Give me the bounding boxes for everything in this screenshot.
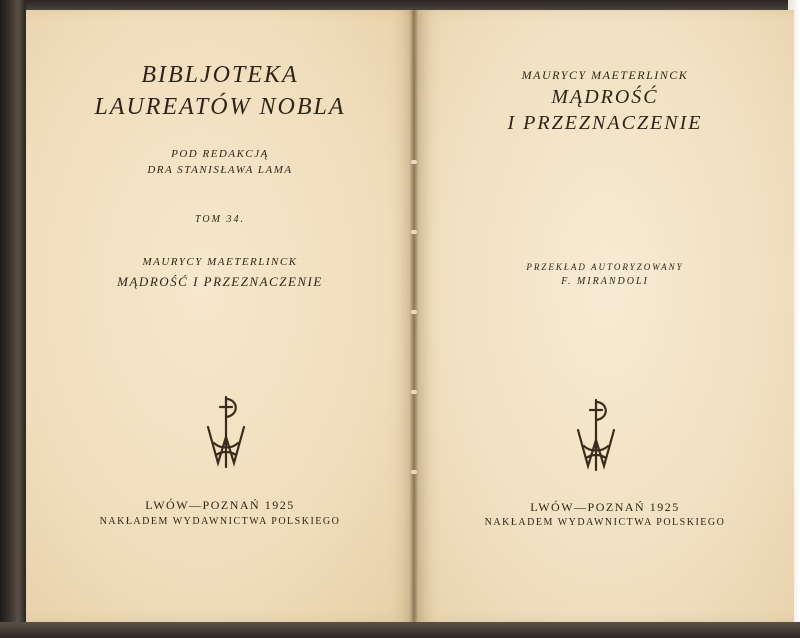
right-author: MAURYCY MAETERLINCK (521, 68, 689, 82)
right-imprint-publisher: NAKŁADEM WYDAWNICTWA POLSKIEGO (484, 517, 726, 528)
translator-name: F. MIRANDOLI (561, 276, 649, 287)
cover-bottom-edge (0, 622, 800, 638)
binding-stitch (411, 390, 417, 394)
cover-top-edge (0, 0, 800, 10)
right-title-line1: MĄDROŚĆ (551, 86, 659, 108)
publisher-monogram-icon (204, 393, 248, 473)
right-title-line2: I PRZEZNACZENIE (507, 112, 703, 134)
left-book-title: MĄDROŚĆ I PRZEZNACZENIE (117, 274, 323, 289)
publisher-monogram-icon (574, 396, 618, 476)
editor-line2: DRA STANISŁAWA LAMA (147, 164, 293, 176)
translation-note: PRZEKŁAD AUTORYZOWANY (526, 262, 684, 272)
volume-number: TOM 34. (195, 214, 245, 225)
left-imprint-publisher: NAKŁADEM WYDAWNICTWA POLSKIEGO (99, 516, 341, 527)
left-imprint-place: LWÓW—POZNAŃ 1925 (145, 498, 295, 512)
binding-stitch (411, 230, 417, 234)
right-imprint-place: LWÓW—POZNAŃ 1925 (530, 500, 680, 514)
series-title-line2: LAUREATÓW NOBLA (94, 94, 346, 120)
binding-stitch (411, 470, 417, 474)
cover-left-edge (0, 0, 26, 638)
series-title-line1: BIBLJOTEKA (141, 62, 299, 88)
binding-stitch (411, 310, 417, 314)
editor-line1: POD REDAKCJĄ (171, 148, 269, 160)
left-author: MAURYCY MAETERLINCK (142, 256, 298, 268)
